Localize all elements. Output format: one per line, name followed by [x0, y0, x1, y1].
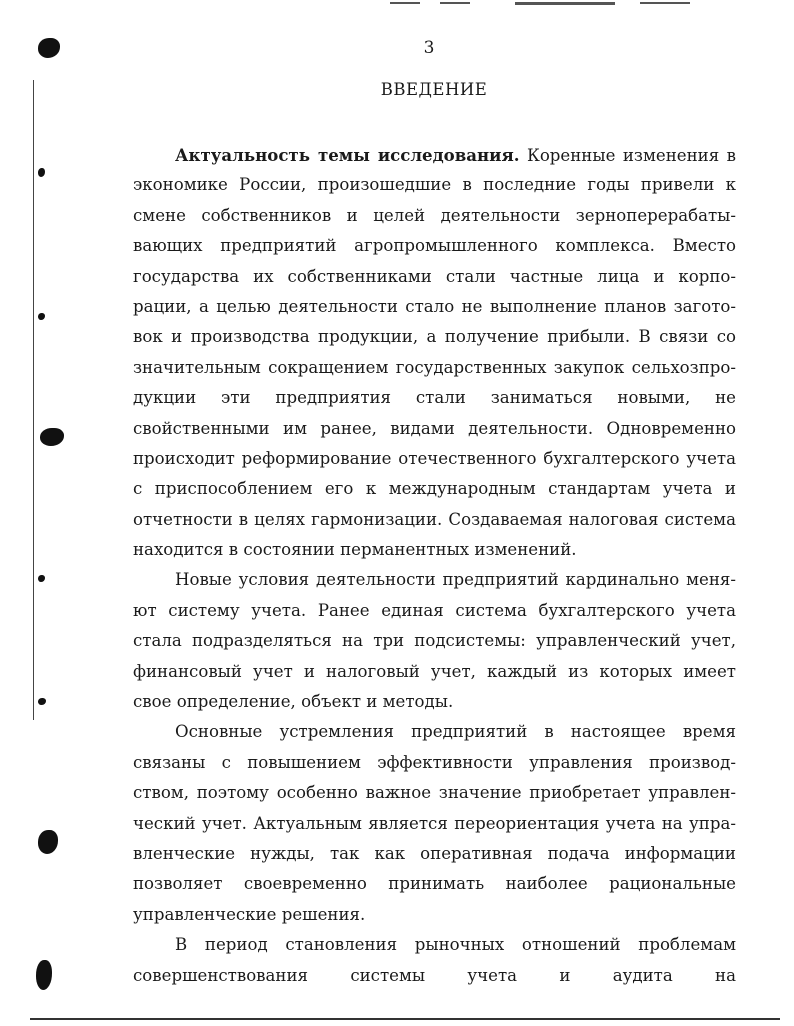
scan-artifact-top-rule: [640, 2, 690, 4]
scan-blot: [38, 575, 45, 582]
scan-blot: [38, 168, 45, 177]
section-heading: ВВЕДЕНИЕ: [380, 80, 488, 99]
scan-margin-line: [33, 80, 34, 720]
text-line: ством, поэтому особенно важное значение приобретает управлен-: [133, 783, 736, 803]
text-line: ют систему учета. Ранее единая система бухгалтерского учета: [133, 600, 736, 620]
text-line: свойственными им ранее, видами деятельности. Одновременно: [133, 418, 736, 438]
text-line: Основные устремления предприятий в настоящее время: [175, 722, 736, 742]
text-line: свое определение, объект и методы.: [133, 692, 454, 712]
text-line: вок и производства продукции, а получение прибыли. В связи со: [133, 327, 736, 347]
text-line: дукции эти предприятия стали заниматься новыми, не: [133, 388, 736, 408]
scan-artifact-top-rule: [390, 2, 420, 4]
text-line: связаны с повышением эффективности управления производ-: [133, 752, 736, 772]
page-number: 3: [423, 38, 435, 58]
scan-blot: [38, 313, 45, 320]
text-line: ческий учет. Актуальным является переориентация учета на упра-: [133, 813, 736, 833]
lead-phrase: Актуальность темы исследования.: [175, 145, 520, 165]
scan-blot: [38, 698, 46, 705]
body-text: [133, 140, 736, 991]
text-line: смене собственников и целей деятельности зерноперерабаты-: [133, 205, 736, 225]
text-line: с приспособлением его к международным стандартам учета и: [133, 479, 736, 499]
text-line: экономике России, произошедшие в последние годы привели к: [133, 175, 736, 195]
scan-artifact-top-rule: [440, 2, 470, 4]
text-line: рации, а целью деятельности стало не выполнение планов загото-: [133, 296, 736, 316]
text-line: совершенствования системы учета и аудита на: [133, 965, 736, 985]
text-line: В период становления рыночных отношений проблемам: [175, 935, 736, 955]
text-line: позволяет своевременно принимать наиболее рациональные: [133, 874, 736, 894]
text-line: финансовый учет и налоговый учет, каждый из которых имеет: [133, 661, 736, 681]
scan-blot: [38, 830, 58, 854]
text-line: значительным сокращением государственных закупок сельхозпро-: [133, 357, 736, 377]
text-line: находится в состоянии перманентных изменений.: [133, 540, 577, 560]
scan-artifact-top-rule: [515, 2, 615, 5]
scan-blot: [40, 428, 64, 446]
text-line: отчетности в целях гармонизации. Создаваемая налоговая система: [133, 509, 736, 529]
text-line: вленческие нужды, так как оперативная подача информации: [133, 843, 736, 863]
text-line: Актуальность темы исследования. Коренные изменения в: [175, 145, 736, 165]
text-line: стала подразделяться на три подсистемы: управленческий учет,: [133, 631, 736, 651]
scan-bottom-rule: [30, 1018, 780, 1020]
text-line: Новые условия деятельности предприятий кардинально меня-: [175, 570, 736, 590]
scan-blot: [36, 960, 52, 990]
text-line: государства их собственниками стали частные лица и корпо-: [133, 266, 736, 286]
text-line: происходит реформирование отечественного бухгалтерского учета: [133, 448, 736, 468]
text-line: управленческие решения.: [133, 904, 366, 924]
text-line: вающих предприятий агропромышленного комплекса. Вместо: [133, 236, 736, 256]
